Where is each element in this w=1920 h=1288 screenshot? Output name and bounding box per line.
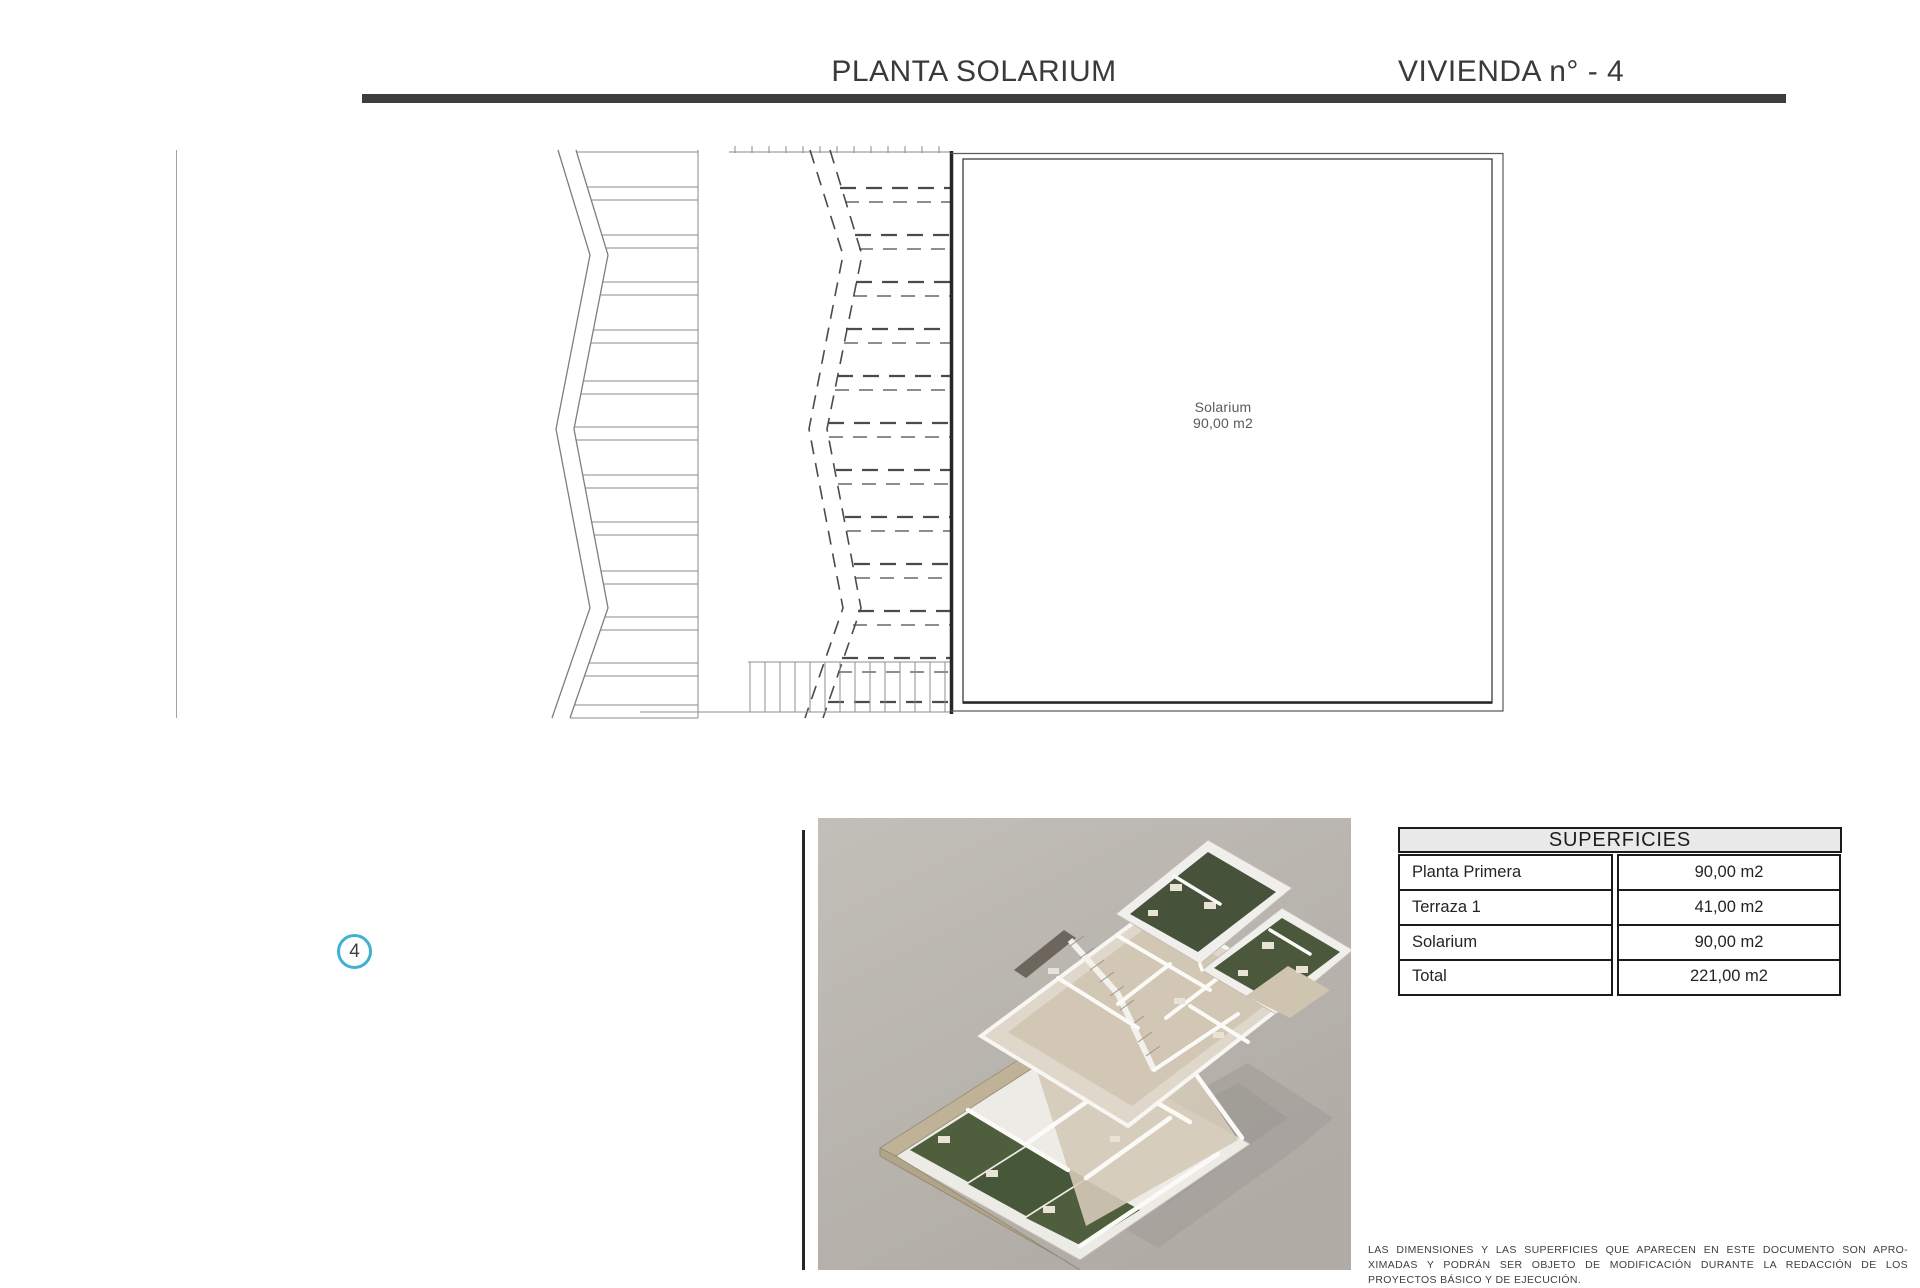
table-row-label: Total [1412, 967, 1447, 985]
disclaimer-line: PROYECTOS BÁSICO Y DE EJECUCIÓN. [1368, 1274, 1582, 1286]
solarium-floor-plan [540, 140, 1520, 730]
table-row-label: Solarium [1400, 926, 1611, 961]
disclaimer-line: LAS DIMENSIONES Y LAS SUPERFICIES QUE APARECEN EN ESTE DOCUMENTO SON APRO- [1368, 1244, 1908, 1256]
terrace-wall-solid [552, 150, 608, 718]
table-row-label: Planta Primera [1400, 856, 1611, 891]
terrace-wall-dashed [805, 150, 862, 718]
solarium-room-walls [951, 151, 1503, 714]
surfaces-value-column [1617, 854, 1841, 996]
surfaces-table [1398, 827, 1842, 996]
page-title: PLANTA SOLARIUM [831, 55, 1117, 88]
disclaimer-text [1368, 1243, 1908, 1288]
building-3d-render [818, 818, 1351, 1270]
disclaimer-line: XIMADAS Y PODRÁN SER OBJETO DE MODIFICACIÓN DURANTE LA REDACCIÓN DE LOS [1368, 1259, 1908, 1271]
table-row-label: Terraza 1 [1400, 891, 1611, 926]
render-divider-line [802, 830, 805, 1270]
sheet-number: 4 [349, 941, 360, 962]
table-row-value: 90,00 m2 [1619, 926, 1839, 961]
surfaces-label-column [1398, 854, 1613, 996]
sheet-border-line [176, 150, 177, 718]
table-row-value: 41,00 m2 [1619, 891, 1839, 926]
table-row-value: 90,00 m2 [1619, 856, 1839, 891]
unit-title: VIVIENDA n° - 4 [1398, 55, 1625, 88]
room-name: Solarium [1194, 399, 1252, 415]
tick-line [729, 146, 951, 153]
table-row-value: 221,00 m2 [1690, 967, 1768, 985]
title-underline-bar [362, 94, 1786, 103]
terrace-stair-lines [570, 150, 698, 718]
sheet-number-badge [337, 934, 372, 969]
surfaces-table-title: SUPERFICIES [1398, 827, 1842, 853]
dashed-stair-lines [828, 188, 951, 702]
room-area: 90,00 m2 [1193, 415, 1253, 431]
room-label [1148, 399, 1298, 431]
